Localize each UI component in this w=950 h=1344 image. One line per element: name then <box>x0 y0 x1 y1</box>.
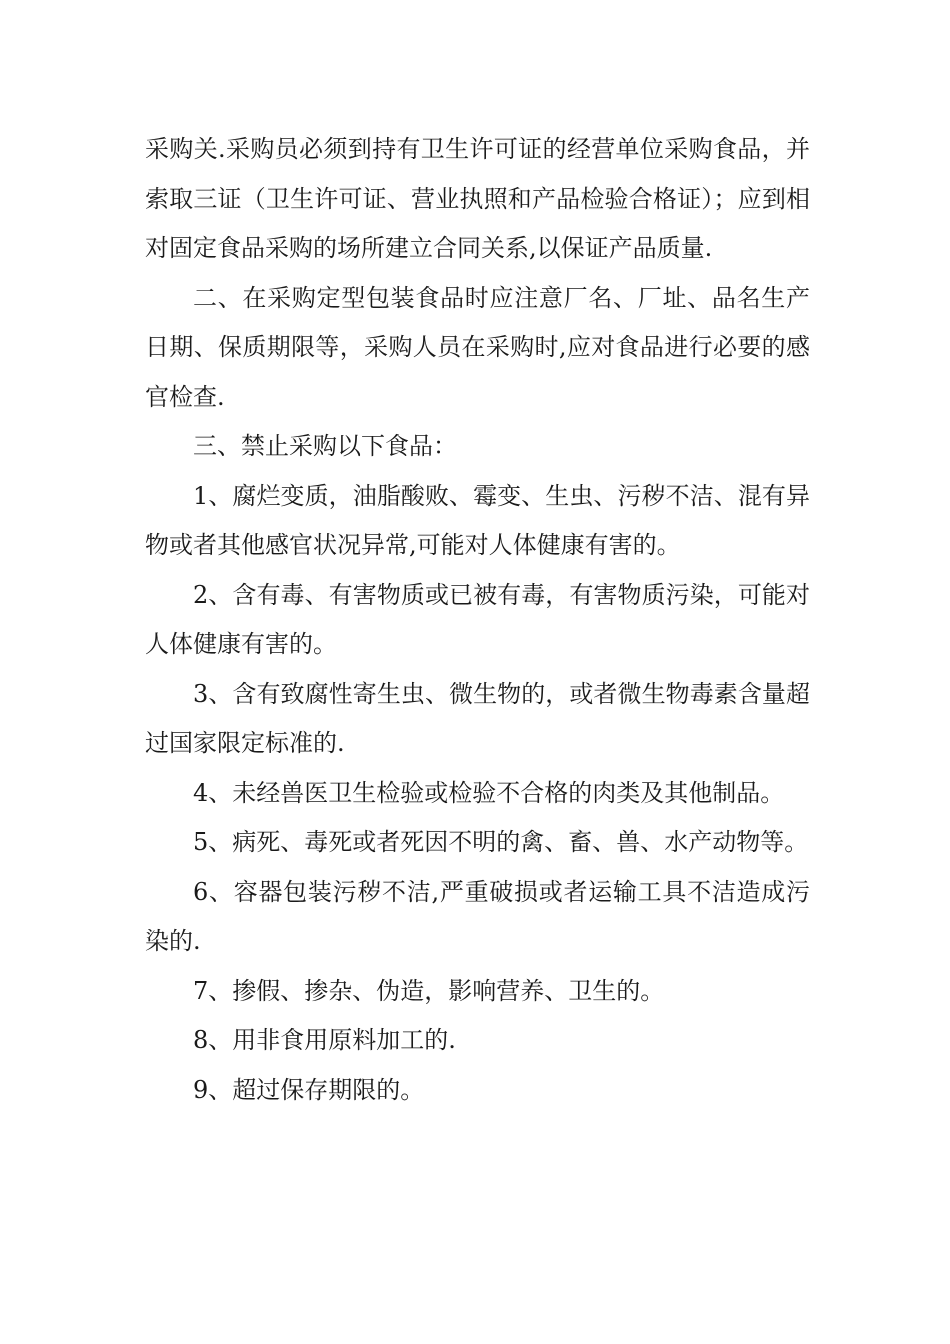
paragraph-procurement-gate: 采购关.采购员必须到持有卫生许可证的经营单位采购食品，并索取三证（卫生许可证、营业执照和产品检验合格证）；应到相对固定食品采购的场所建立合同关系,以保证产品质量. <box>145 135 810 262</box>
list-item-2: 2、含有毒、有害物质或已被有毒，有害物质污染，可能对人体健康有害的。 <box>145 580 810 658</box>
list-item-9: 9、超过保存期限的。 <box>193 1075 425 1104</box>
list-item-5: 5、病死、毒死或者死因不明的禽、畜、兽、水产动物等。 <box>193 828 809 856</box>
list-item-7: 7、掺假、掺杂、伪造，影响营养、卫生的。 <box>193 976 665 1005</box>
paragraph-item-three-heading: 三、禁止采购以下食品： <box>193 432 457 460</box>
list-item-1: 1、腐烂变质，油脂酸败、霉变、生虫、污秽不洁、混有异物或者其他感官状况异常,可能对人体健康有害的。 <box>145 481 810 559</box>
list-item-8: 8、用非食用原料加工的. <box>193 1026 456 1054</box>
paragraph-item-two: 二、在采购定型包装食品时应注意厂名、厂址、品名生产日期、保质期限等，采购人员在采购时,应对食品进行必要的感官检查. <box>145 283 810 411</box>
list-item-6: 6、容器包装污秽不洁,严重破损或者运输工具不洁造成污染的. <box>145 877 810 955</box>
list-item-3: 3、含有致腐性寄生虫、微生物的，或者微生物毒素含量超过国家限定标准的. <box>145 679 810 757</box>
document-body <box>145 125 810 1115</box>
list-item-4: 4、未经兽医卫生检验或检验不合格的肉类及其他制品。 <box>193 778 785 807</box>
